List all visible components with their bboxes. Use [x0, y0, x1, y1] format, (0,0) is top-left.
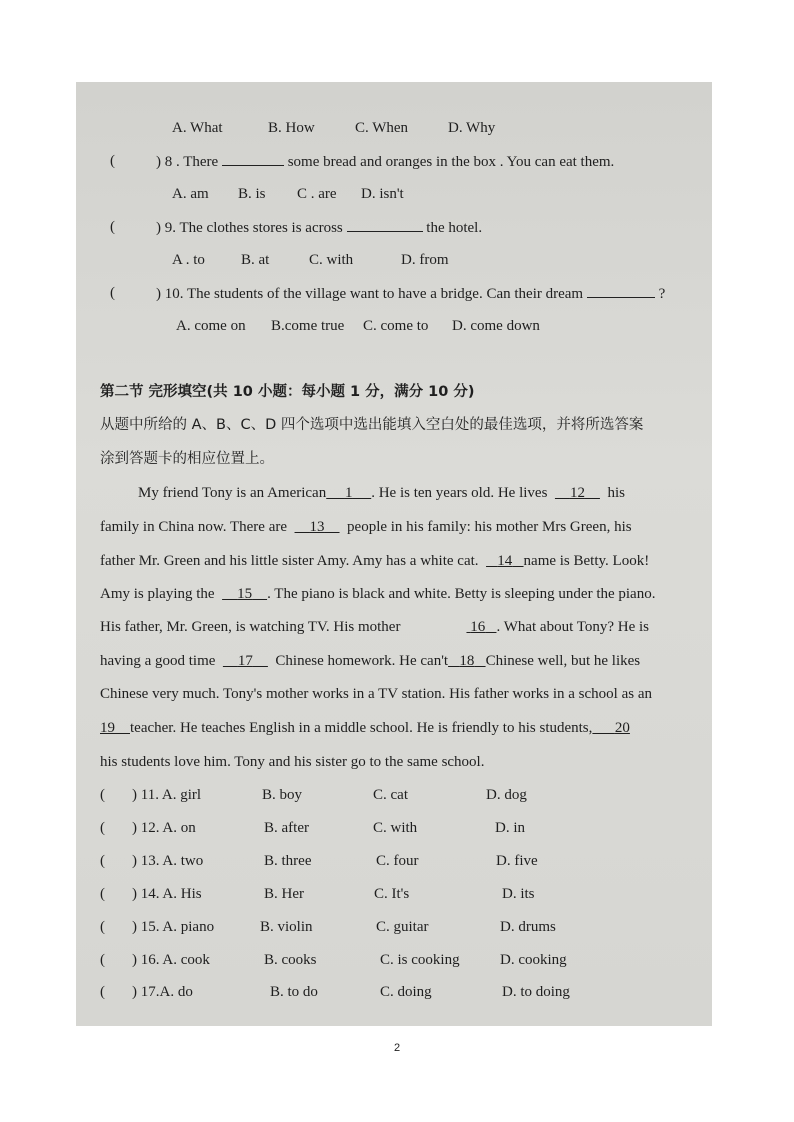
- q7-option-a: A. What: [172, 120, 223, 136]
- q8-option-d: D. isn't: [361, 186, 404, 202]
- q9-option-c: C. with: [309, 252, 354, 268]
- q7-option-d: D. Why: [448, 120, 496, 136]
- blank-14: 14: [497, 553, 513, 569]
- q8-option-c: C . are: [297, 186, 337, 202]
- passage-line-6: having a good time 17 Chinese homework. He can't 18 Chinese well, but he likes: [100, 653, 641, 669]
- q10-option-b: B.come true: [271, 318, 345, 334]
- blank-16: 16: [470, 619, 486, 635]
- q9-option-b: B. at: [241, 252, 270, 268]
- page-number: 2: [393, 1042, 401, 1054]
- q7-option-c: C. When: [355, 120, 409, 136]
- q7-option-b: B. How: [268, 120, 315, 136]
- blank-15: 15: [237, 586, 253, 602]
- answer-paren-17[interactable]: (: [100, 984, 105, 1000]
- blank-18: 18: [459, 653, 475, 669]
- passage-line-7: Chinese very much. Tony's mother works in a TV station. His father works in a school as an: [100, 686, 652, 702]
- passage-line-4: Amy is playing the 15 . The piano is black and white. Betty is sleeping under the piano.: [100, 586, 656, 602]
- q10-answer-paren[interactable]: (: [110, 285, 115, 301]
- q9-blank: [347, 217, 423, 232]
- blank-13: 13: [309, 519, 325, 535]
- answer-paren-11[interactable]: (: [100, 787, 105, 803]
- q8-answer-paren[interactable]: (: [110, 153, 115, 169]
- blank-12: 12: [569, 485, 585, 501]
- q10-blank: [587, 283, 655, 298]
- section-2-heading: 第二节 完形填空(共 10 小题：每小题 1 分，满分 10 分): [100, 384, 475, 400]
- blank-20: 20: [614, 720, 630, 736]
- q10-stem-after: ?: [658, 286, 666, 302]
- blank-17: 17: [237, 653, 253, 669]
- section-2-instruction-line-2: 涂到答题卡的相应位置上。: [100, 451, 274, 467]
- answer-paren-14[interactable]: (: [100, 886, 105, 902]
- q10-option-d: D. come down: [452, 318, 540, 334]
- passage-line-1: My friend Tony is an American 1 . He is ten years old. He lives 12 his: [138, 485, 625, 501]
- answer-paren-13[interactable]: (: [100, 853, 105, 869]
- q8-option-b: B. is: [238, 186, 266, 202]
- blank-19: 19: [100, 720, 115, 736]
- q9-stem-after: the hotel.: [426, 220, 483, 236]
- q8-option-a: A. am: [172, 186, 209, 202]
- passage-line-8: 19 teacher. He teaches English in a middle school. He is friendly to his students, 20: [100, 720, 630, 736]
- q9-option-a: A . to: [172, 252, 205, 268]
- blank-1: 1: [344, 485, 353, 501]
- answer-paren-12[interactable]: (: [100, 820, 105, 836]
- q8-stem-before: ) 8 . There: [156, 154, 219, 170]
- answer-paren-16[interactable]: (: [100, 952, 105, 968]
- q9-answer-paren[interactable]: (: [110, 219, 115, 235]
- q9-stem-before: ) 9. The clothes stores is across: [156, 220, 343, 236]
- passage-line-9: his students love him. Tony and his sister go to the same school.: [100, 754, 485, 770]
- passage-line-2: family in China now. There are 13 people in his family: his mother Mrs Green, his: [100, 519, 632, 535]
- passage-line-5: His father, Mr. Green, is watching TV. His mother 16 . What about Tony? He is: [100, 619, 650, 635]
- q10-stem-before: ) 10. The students of the village want to have a bridge. Can their dream: [156, 286, 584, 302]
- q8-stem-after: some bread and oranges in the box . You can eat them.: [287, 154, 615, 170]
- q9-option-d: D. from: [401, 252, 449, 268]
- answer-paren-15[interactable]: (: [100, 919, 105, 935]
- passage-line-3: father Mr. Green and his little sister Amy. Amy has a white cat. 14 name is Betty. Look!: [100, 553, 650, 569]
- scanned-page-photo: A. What B. How C. When D. Why ( ) 8 . There some bread and oranges in the box . You can eat them. A. am B. is C . are D. isn't ( ) 9. The clothes stores is across the hotel. A . to B. at C. with D. from ( ) 10. The students of the village want to have a bridge. Can their dream ? A. come on B.come true C. come to D. come down 第二节 完形填空(共 10 小题：每小题 1 分，满分 10 分) 从题中所给的 A、B、C、D 四个选项中选出能填入空白处的最佳选项，并将所选答案 涂到答题卡的相应位置上。 My friend Tony is an American 1 . He is ten years old. He lives 12 his family in China now. There are 13 people in his family: his mother Mrs Green, his father Mr. Green and his little sister Amy. Amy has a white cat. 14 name is Betty. Look! Amy is playing the 15 . The piano is black and white. Betty is sleeping under the piano. His father, Mr. Green, is watching TV. His mother 16 . What about Tony? He is having a good time 17 Chinese homework. He can't 18 Chinese well, but he likes Chinese very much. Tony's mother works in a TV station. His father works in a school as an 19 teacher. He teaches English in a middle school. He is friendly to his students, 20 his students love him. Tony and his sister go to the same school. ( ) 11. A. girl B. boy C. cat D. dog ( ) 12. A. on B. after C. with D. in ( ) 13. A. two B. three C. four D. five ( ) 14. A. His B. Her C. It's D. its ( ) 15. A. piano B. violin C. guitar D. drums ( ) 16. A. cook B. cooks C. is cooking D. cooking ( ) 17.A. do B. to do C. doing D. to doing: [76, 82, 712, 1026]
- q10-option-c: C. come to: [363, 318, 429, 334]
- section-2-instruction-line-1: 从题中所给的 A、B、C、D 四个选项中选出能填入空白处的最佳选项，并将所选答案: [100, 417, 644, 433]
- q10-option-a: A. come on: [176, 318, 246, 334]
- q8-blank: [222, 151, 284, 166]
